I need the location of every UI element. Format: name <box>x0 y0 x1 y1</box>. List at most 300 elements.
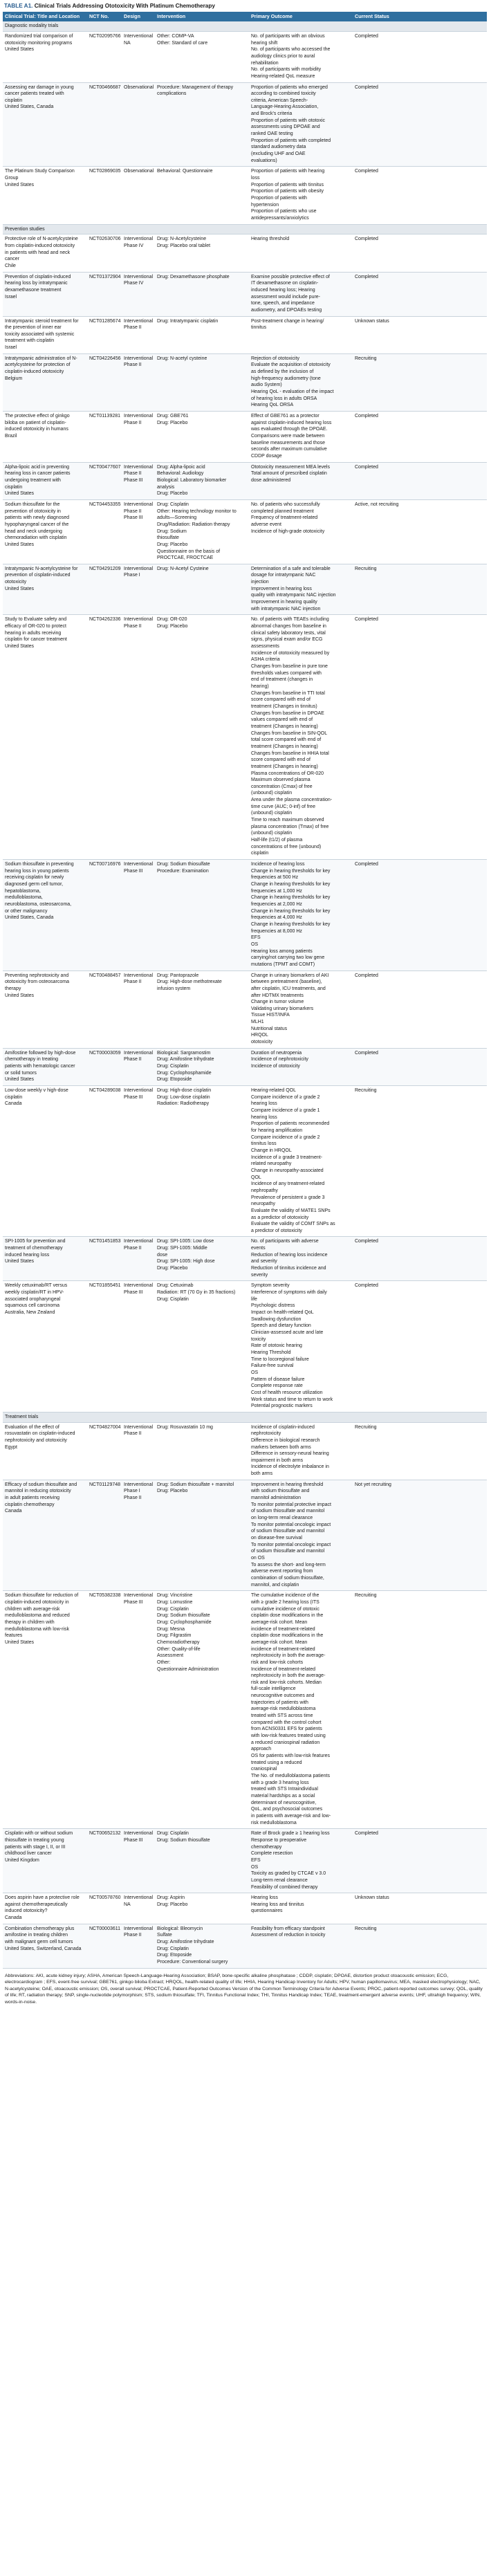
intervention-cell <box>155 316 249 353</box>
nct-number: NCT00578760 <box>87 1893 122 1924</box>
trial-title-line: Evaluation of the effect of <box>5 1424 59 1430</box>
outcome-line: Proportion of patients with hearing <box>251 169 325 174</box>
outcome-line: Rate of ototoxic hearing <box>251 1343 302 1349</box>
outcome-line: nephropathy <box>251 1188 278 1193</box>
outcome-line: Proportion of patients who emerged <box>251 84 328 90</box>
outcome-line: Incidence of hearing loss <box>251 862 305 867</box>
section-row <box>3 224 487 234</box>
outcome-line: treated with STS across time <box>251 1713 313 1719</box>
intervention-line: thiosulfate <box>157 535 179 541</box>
design-line: Phase II <box>124 979 142 985</box>
outcome-line: Incidence of cisplatin-induced <box>251 1424 315 1430</box>
trial-title-line: cisplatin chemotherapy <box>5 1502 55 1507</box>
outcome-line: assessments <box>251 644 279 650</box>
trial-location: United States <box>5 1639 35 1645</box>
outcome-line: Proportion of patients who use <box>251 209 317 214</box>
outcome-line: Proportion of patients with tinnitus <box>251 182 324 187</box>
outcome-line: antidepressants/anxiolytics <box>251 215 309 221</box>
table-row <box>3 564 487 615</box>
outcome-line: Incidence of ≥ grade 3 treatment- <box>251 1154 323 1160</box>
col-header-status: Current Status <box>353 12 487 21</box>
design-line: Interventional <box>124 1283 154 1289</box>
intervention-line: Assessment <box>157 1653 184 1659</box>
outcome-line: cisplatin <box>251 851 269 856</box>
outcome-line: Failure-free survival <box>251 1363 294 1369</box>
outcome-line: on long-term renal clearance <box>251 1516 313 1521</box>
trial-title-line: medulloblastoma, <box>5 895 43 901</box>
outcome-line: in patients with average-risk and low- <box>251 1813 331 1819</box>
intervention-line: Drug: Intratympanic cisplatin <box>157 318 219 324</box>
trial-location: Israel <box>5 345 17 351</box>
trial-title-line: Intratympanic N-acetylcysteine for <box>5 566 78 571</box>
nct-number: NCT02869035 <box>87 167 122 224</box>
outcome-cell <box>249 1829 353 1893</box>
trial-title-cell <box>3 234 87 272</box>
design-cell <box>122 353 155 411</box>
table-row <box>3 1829 487 1893</box>
outcome-line: Compare incidence of ≥ grade 2 <box>251 1094 320 1100</box>
outcome-line: EFS <box>251 1857 261 1863</box>
trial-title-cell <box>3 1086 87 1237</box>
intervention-line: Drug: Cisplatin <box>157 1064 189 1069</box>
design-line: Interventional <box>124 1593 154 1599</box>
intervention-line: complications <box>157 91 187 97</box>
nct-number: NCT01139281 <box>87 412 122 463</box>
table-row <box>3 1086 487 1237</box>
outcome-line: carrying/not carrying two low gene <box>251 955 325 961</box>
outcome-line: Ototoxicity measurement MEA levels <box>251 464 330 470</box>
outcome-line: assessments using DPOAE and <box>251 125 320 130</box>
design-line: Phase III <box>124 515 143 521</box>
nct-number: NCT00003611 <box>87 1924 122 1968</box>
table-row <box>3 412 487 463</box>
outcome-cell <box>249 167 353 224</box>
outcome-line: Proportion of patients with obesity <box>251 189 324 194</box>
outcome-line: severity <box>251 1272 268 1278</box>
nct-number: NCT01855451 <box>87 1281 122 1412</box>
trial-title-line: medulloblastoma with low-risk <box>5 1626 69 1632</box>
outcome-line: related neuropathy <box>251 1161 292 1167</box>
intervention-cell <box>155 1422 249 1480</box>
trial-title-line: therapy in children with <box>5 1619 55 1625</box>
outcome-cell <box>249 412 353 463</box>
trial-title-line: patients with stage I, II, or III <box>5 1844 66 1850</box>
outcome-line: Difference in biological research <box>251 1437 320 1443</box>
outcome-line: frequencies at 8,000 Hz <box>251 928 302 934</box>
outcome-line: determinant of neurocognitive, <box>251 1800 317 1805</box>
design-line: Phase II <box>124 325 142 331</box>
outcome-cell <box>249 1422 353 1480</box>
outcome-line: hypertension <box>251 202 279 208</box>
trial-title-line: prevention of cisplatin-induced <box>5 573 71 578</box>
design-line: Interventional <box>124 566 154 571</box>
outcome-line: Rejection of ototoxicity <box>251 356 300 361</box>
outcome-line: Evaluate the validity of MATE1 SNPs <box>251 1208 331 1213</box>
design-line: Interventional <box>124 1926 154 1931</box>
outcome-line: thresholds values compared with <box>251 670 322 676</box>
design-cell <box>122 1893 155 1924</box>
nct-number: NCT00003059 <box>87 1048 122 1085</box>
outcome-line: Time to reach maximum observed <box>251 818 324 823</box>
outcome-line: of hearing loss in adults ORSA <box>251 396 317 401</box>
design-line: Phase III <box>124 477 143 483</box>
design-line: Interventional <box>124 414 154 419</box>
outcome-line: No. of participants with adverse <box>251 1239 319 1244</box>
intervention-cell <box>155 412 249 463</box>
outcome-line: tinnitus loss <box>251 1141 277 1147</box>
outcome-line: (excluding UHF and OAE <box>251 151 306 157</box>
trial-title-line: hearing in adults receiving <box>5 630 62 636</box>
outcome-line: Comparisons were made between <box>251 434 325 439</box>
section-row <box>3 21 487 31</box>
outcome-line: Incidence of nephrotoxicity <box>251 1057 308 1062</box>
trial-title-line: Alpha-lipoic acid in preventing <box>5 464 69 470</box>
intervention-line: Sulfate <box>157 1933 172 1938</box>
outcome-line: time curve (AUC; 0-inf) of free <box>251 804 315 809</box>
outcome-line: Incidence of ototoxicity measured by <box>251 650 330 656</box>
outcome-line: OS <box>251 1864 259 1870</box>
trial-title-line: thiosulfate in treating young <box>5 1837 64 1843</box>
intervention-cell <box>155 499 249 564</box>
outcome-cell <box>249 82 353 167</box>
design-cell <box>122 1422 155 1480</box>
table-body <box>3 21 487 1968</box>
outcome-cell <box>249 1281 353 1412</box>
outcome-line: material hardships as a social <box>251 1793 315 1798</box>
trial-title-cell <box>3 1480 87 1591</box>
outcome-line: questionnaires <box>251 1908 283 1914</box>
section-label: Treatment trials <box>3 1412 487 1422</box>
outcome-line: risk and low-risk cohorts. Median <box>251 1680 322 1685</box>
outcome-cell <box>249 1924 353 1968</box>
trial-title-cell <box>3 316 87 353</box>
design-line: Interventional <box>124 1050 154 1056</box>
outcome-line: Proportion of patients with <box>251 196 307 201</box>
trial-location: Israel <box>5 294 17 300</box>
trial-location: United States <box>5 542 35 547</box>
outcome-line: dosage for intratympanic NAC <box>251 573 316 578</box>
design-line: Interventional <box>124 1088 154 1094</box>
trial-location: Canada <box>5 1915 22 1921</box>
trial-location: United Kingdom <box>5 1857 39 1863</box>
intervention-line: Drug: Dexamethasone phosphate <box>157 274 230 279</box>
trial-title-line: induced ototoxicity? <box>5 1908 48 1914</box>
outcome-line: Prevalence of persistent ≥ grade 3 <box>251 1195 325 1200</box>
intervention-line: Drug: Sodium thiosulfate <box>157 1837 210 1843</box>
intervention-line: Drug: SPI-1005: High dose <box>157 1259 215 1264</box>
trial-title-line: chemotherapy in treating <box>5 1057 59 1062</box>
trial-title-line: Cisplatin with or without sodium <box>5 1831 73 1837</box>
outcome-line: Frequency of treatment-related <box>251 515 318 521</box>
design-line: Interventional <box>124 356 154 361</box>
outcome-line: with sodium thiosulfate and <box>251 1489 310 1494</box>
intervention-line: Drug: Sodium thiosulfate <box>157 1613 210 1619</box>
trial-title-cell <box>3 860 87 971</box>
outcome-line: after HDTMX treatments <box>251 993 304 998</box>
trial-title-line: in patients with head and neck <box>5 250 71 255</box>
table-title: Clinical Trials Addressing Ototoxicity With Platinum Chemotherapy <box>34 3 215 9</box>
outcome-line: between pretreatment (baseline), <box>251 979 322 985</box>
outcome-line: and severity <box>251 1259 277 1264</box>
outcome-line: Proportion of patients with ototoxic <box>251 118 326 123</box>
trial-title-line: from cisplatin-induced ototoxicity <box>5 243 75 248</box>
outcome-line: plasma concentration (Tmax) of free <box>251 824 329 829</box>
trial-title-line: ototoxicity from osteosarcoma <box>5 979 69 985</box>
intervention-line: Behavioral: Questionnaire <box>157 169 213 174</box>
outcome-line: with ≥ grade 2 hearing loss (ITS <box>251 1599 319 1605</box>
design-line: NA <box>124 1902 131 1907</box>
nct-number: NCT04262336 <box>87 615 122 860</box>
trial-title-line: induced ototoxicity in humans <box>5 427 68 432</box>
trial-title-cell <box>3 412 87 463</box>
outcome-cell <box>249 462 353 499</box>
outcome-cell <box>249 1480 353 1591</box>
document <box>3 0 487 2005</box>
trial-title-line: hearing loss by intratympanic <box>5 281 68 286</box>
outcome-line: Feasibility of combined therapy <box>251 1884 318 1890</box>
nct-number: NCT01129748 <box>87 1480 122 1591</box>
table-row <box>3 353 487 411</box>
outcome-line: Language-Hearing Association, <box>251 104 319 110</box>
outcome-line: frequencies at 4,000 Hz <box>251 915 302 921</box>
trial-title-line: ototoxicity <box>5 580 27 585</box>
outcome-line: The cumulative incidence of the <box>251 1593 319 1599</box>
outcome-line: Changes from baseline in SIN-QOL <box>251 730 328 736</box>
outcome-line: Compare incidence of ≥ grade 1 <box>251 1108 320 1113</box>
outcome-line: clinical safety laboratory tests, vital <box>251 630 326 636</box>
outcome-line: seconds after maximum cumulative <box>251 447 327 452</box>
intervention-line: Drug: Placebo <box>157 1902 188 1907</box>
intervention-line: Drug: SPI-1005: Low dose <box>157 1239 214 1244</box>
design-line: Phase III <box>124 868 143 874</box>
nct-number: NCT00716976 <box>87 860 122 971</box>
outcome-line: average-risk cohort. Mean <box>251 1619 308 1625</box>
outcome-line: IT dexamethasone on cisplatin- <box>251 281 319 286</box>
outcome-line: against cisplatin-induced hearing loss <box>251 420 332 425</box>
outcome-line: rehabilitation <box>251 60 279 66</box>
outcome-line: with ≥ grade 3 hearing loss <box>251 1780 309 1785</box>
intervention-line: Drug: N-Acetylcysteine <box>157 237 207 242</box>
outcome-line: Change in hearing thresholds for key <box>251 921 331 927</box>
table-row <box>3 316 487 353</box>
intervention-line: Questionnaire on the basis of <box>157 549 221 554</box>
outcome-line: Evaluate the validity of COMT SNPs as <box>251 1222 335 1227</box>
outcome-line: mannitol, and cisplatin <box>251 1582 299 1588</box>
intervention-line: Drug: Placebo <box>157 542 188 547</box>
outcome-line: audiology clinics prior to aural <box>251 53 315 59</box>
outcome-line: Evaluate the acquisition of ototoxicity <box>251 362 331 368</box>
outcome-line: hearing shift <box>251 40 278 46</box>
col-header-outcome: Primary Outcome <box>249 12 353 21</box>
outcome-line: Reduction of hearing loss incidence <box>251 1252 328 1258</box>
design-cell <box>122 970 155 1048</box>
intervention-line: Drug: Cetuximab <box>157 1283 194 1289</box>
outcome-line: treatment (Changes in hearing) <box>251 724 318 729</box>
status-cell: Unknown status <box>353 316 487 353</box>
outcome-cell <box>249 970 353 1048</box>
design-cell <box>122 1237 155 1281</box>
outcome-line: was evaluated through the DPOAE. <box>251 427 328 432</box>
outcome-line: Change in hearing thresholds for key <box>251 908 331 914</box>
status-cell: Completed <box>353 1281 487 1412</box>
design-line: Interventional <box>124 1831 154 1837</box>
outcome-line: adverse event reporting from <box>251 1569 313 1574</box>
outcome-line: frequencies at 1,000 Hz <box>251 888 302 894</box>
design-cell <box>122 1829 155 1893</box>
design-line: Interventional <box>124 1482 154 1487</box>
trial-title-line: with malignant germ cell tumors <box>5 1940 73 1945</box>
trial-title-line: diagnosed germ cell tumor, <box>5 882 64 887</box>
outcome-line: MLH1 <box>251 1020 264 1025</box>
trial-title-line: mannitol in reducing ototoxicity <box>5 1489 71 1494</box>
outcome-line: frequencies at 2,000 Hz <box>251 901 302 907</box>
intervention-cell <box>155 860 249 971</box>
outcome-line: OS <box>251 941 259 947</box>
intervention-line: Drug: Lomustine <box>157 1599 193 1605</box>
col-header-title: Clinical Trial: Title and Location <box>3 12 87 21</box>
trial-location: Belgium <box>5 376 23 381</box>
design-line: Interventional <box>124 464 154 470</box>
outcome-line: Change in hearing thresholds for key <box>251 868 331 874</box>
outcome-line: quality with intratympanic NAC injection <box>251 593 336 598</box>
outcome-line: Work status and time to return to work <box>251 1397 333 1402</box>
design-line: Phase IV <box>124 243 144 248</box>
outcome-line: Change in hearing thresholds for key <box>251 882 331 887</box>
status-cell: Recruiting <box>353 353 487 411</box>
outcome-line: hearing) <box>251 683 269 689</box>
design-line: Interventional <box>124 617 154 623</box>
intervention-line: Drug: Mesna <box>157 1626 185 1632</box>
trial-location: Chile <box>5 263 16 268</box>
trial-title-cell <box>3 272 87 316</box>
outcome-line: a reduced craniospinal radiation <box>251 1740 320 1745</box>
trial-title-cell <box>3 167 87 224</box>
outcome-line: Improvement in hearing quality <box>251 600 317 605</box>
outcome-cell <box>249 1893 353 1924</box>
intervention-line: Drug: Cisplatin <box>157 1606 189 1612</box>
nct-number: NCT00477607 <box>87 462 122 499</box>
outcome-line: Response to preoperative <box>251 1837 307 1843</box>
trial-title-line: cisplatin-induced ototoxicity in <box>5 1599 69 1605</box>
outcome-line: Hearing QoL ORSA <box>251 403 294 408</box>
outcome-line: combination of sodium thiosulfate, <box>251 1575 324 1581</box>
design-line: Interventional <box>124 862 154 867</box>
outcome-line: Change in neuropathy-associated <box>251 1168 324 1173</box>
trial-location: United States <box>5 993 35 998</box>
outcome-line: Plasma concentrations of OR-020 <box>251 771 324 776</box>
outcome-cell <box>249 353 353 411</box>
trial-title-line: Sodium thiosulfate for reduction of <box>5 1593 79 1599</box>
outcome-line: Hearing threshold <box>251 237 290 242</box>
trial-title-line: ototoxicity monitoring programs <box>5 40 73 46</box>
outcome-line: neurocognitive outcomes and <box>251 1693 315 1699</box>
table-row <box>3 970 487 1048</box>
intervention-line: dose <box>157 1252 168 1258</box>
trial-location: Canada <box>5 1509 22 1514</box>
status-cell: Completed <box>353 970 487 1048</box>
outcome-line: Changes from baseline in DPOAE <box>251 710 324 716</box>
trial-title-line: or solid tumors <box>5 1070 37 1076</box>
table-row <box>3 31 487 82</box>
outcome-line: No. of patients who successfully <box>251 502 320 507</box>
outcome-line: treatment (Changes in hearing) <box>251 764 318 769</box>
trial-title-line: therapy <box>5 986 21 991</box>
trial-title-line: cisplatin-induced ototoxicity <box>5 369 64 375</box>
design-cell <box>122 412 155 463</box>
outcome-line: chemotherapy <box>251 1844 282 1850</box>
trial-title-cell <box>3 1829 87 1893</box>
outcome-line: Toxicity as graded by CTCAE v 3.0 <box>251 1871 326 1877</box>
intervention-line: Other: COMP-VA <box>157 33 194 39</box>
intervention-line: Drug: Cisplatin <box>157 502 189 507</box>
design-cell <box>122 31 155 82</box>
outcome-line: No. of participants with morbidity <box>251 67 322 73</box>
outcome-line: adverse event <box>251 522 281 527</box>
outcome-cell <box>249 234 353 272</box>
outcome-line: To monitor potential oncologic impact <box>251 1522 331 1527</box>
nct-number: NCT00466687 <box>87 82 122 167</box>
intervention-line: Drug: Placebo <box>157 491 188 497</box>
outcome-line: Incidence of treatment-related <box>251 1666 315 1672</box>
intervention-cell <box>155 1591 249 1829</box>
intervention-line: Biological: Laboratory biomarker <box>157 477 227 483</box>
outcome-line: Change in HRQOL <box>251 1148 292 1153</box>
status-cell: Completed <box>353 272 487 316</box>
intervention-line: Drug: Sodium <box>157 528 187 534</box>
intervention-cell <box>155 462 249 499</box>
outcome-line: Complete response rate <box>251 1383 303 1389</box>
table-row <box>3 462 487 499</box>
table-row <box>3 1048 487 1085</box>
outcome-line: standard audiometry data <box>251 145 306 150</box>
trial-title-line: SPI-1005 for prevention and <box>5 1239 66 1244</box>
trial-location: United States <box>5 182 35 187</box>
outcome-line: Total amount of prescribed cisplatin <box>251 471 327 477</box>
intervention-line: Drug: High-dose methotrexate <box>157 979 222 985</box>
nct-number: NCT02095766 <box>87 31 122 82</box>
outcome-line: Compare incidence of ≥ grade 2 <box>251 1134 320 1140</box>
nct-number: NCT02630706 <box>87 234 122 272</box>
trial-title-line: squamous cell carcinoma <box>5 1303 59 1309</box>
outcome-line: frequencies at 500 Hz <box>251 875 299 881</box>
outcome-line: No. of participants with an obvious <box>251 33 325 39</box>
outcome-line: Maximum observed plasma <box>251 778 311 783</box>
intervention-line: Drug: Low-dose cisplatin <box>157 1094 210 1100</box>
intervention-line: Drug: Sodium thiosulfate + mannitol <box>157 1482 234 1487</box>
intervention-line: Drug: Cyclophosphamide <box>157 1619 212 1625</box>
intervention-line: PROCTCAE, FROCTCAE <box>157 555 214 561</box>
status-cell: Completed <box>353 82 487 167</box>
intervention-line: Drug: Pantoprazole <box>157 973 199 978</box>
design-line: Phase II <box>124 471 142 477</box>
trial-title-line: toxicity associated with systemic <box>5 331 75 337</box>
outcome-line: Clinician-assessed acute and late <box>251 1330 324 1335</box>
outcome-line: Swallowing dysfunction <box>251 1316 302 1322</box>
outcome-line: score compared with end of <box>251 697 311 703</box>
outcome-line: average-risk cohort. Mean <box>251 1639 308 1645</box>
outcome-line: cumulative incidence of ototoxic <box>251 1606 319 1612</box>
intervention-cell <box>155 31 249 82</box>
table-caption <box>3 0 487 12</box>
design-line: Phase II <box>124 1496 142 1501</box>
outcome-line: To monitor potential protective impact <box>251 1502 331 1507</box>
outcome-line: QoL, and psychosocial outcomes <box>251 1807 323 1812</box>
trial-title-line: weekly cisplatin/RT in HPV- <box>5 1290 64 1296</box>
trial-title-cell <box>3 1893 87 1924</box>
outcome-line: injection <box>251 580 269 585</box>
outcome-line: full-scale intelligence <box>251 1686 296 1692</box>
outcome-line: cisplatin dose modifications in the <box>251 1633 324 1639</box>
